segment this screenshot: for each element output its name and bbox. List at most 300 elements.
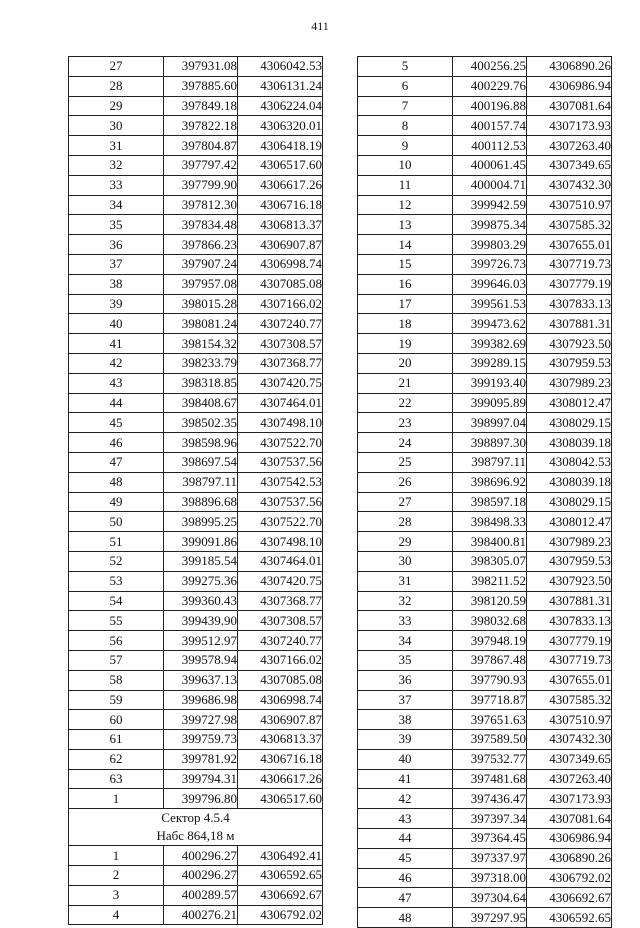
y-coordinate: 4307432.30 (527, 730, 612, 750)
x-coordinate: 397297.95 (453, 908, 527, 928)
point-number: 2 (69, 866, 164, 886)
point-number: 45 (69, 413, 164, 433)
y-coordinate: 4306792.02 (527, 868, 612, 888)
point-number: 46 (358, 868, 453, 888)
y-coordinate: 4306517.60 (238, 789, 323, 809)
table-row (69, 769, 323, 789)
table-row (69, 433, 323, 453)
table-row (69, 155, 323, 175)
table-row (358, 650, 612, 670)
x-coordinate: 399185.54 (164, 551, 238, 571)
table-row (358, 334, 612, 354)
y-coordinate: 4308042.53 (527, 452, 612, 472)
y-coordinate: 4307349.65 (527, 749, 612, 769)
point-number: 37 (69, 254, 164, 274)
point-number: 19 (358, 334, 453, 354)
x-coordinate: 398154.32 (164, 334, 238, 354)
y-coordinate: 4306716.18 (238, 749, 323, 769)
table-row (69, 136, 323, 156)
point-number: 3 (69, 885, 164, 905)
x-coordinate: 398233.79 (164, 353, 238, 373)
point-number: 7 (358, 96, 453, 116)
x-coordinate: 399578.94 (164, 650, 238, 670)
y-coordinate: 4307263.40 (527, 769, 612, 789)
y-coordinate: 4308012.47 (527, 512, 612, 532)
point-number: 35 (69, 215, 164, 235)
table-row (69, 175, 323, 195)
point-number: 36 (69, 235, 164, 255)
x-coordinate: 400296.27 (164, 866, 238, 886)
point-number: 41 (358, 769, 453, 789)
table-row (69, 512, 323, 532)
table-row (358, 908, 612, 928)
x-coordinate: 397318.00 (453, 868, 527, 888)
y-coordinate: 4307585.32 (527, 690, 612, 710)
x-coordinate: 397364.45 (453, 829, 527, 849)
point-number: 31 (69, 136, 164, 156)
y-coordinate: 4306042.53 (238, 57, 323, 77)
x-coordinate: 397589.50 (453, 730, 527, 750)
y-coordinate: 4307537.56 (238, 452, 323, 472)
x-coordinate: 399091.86 (164, 532, 238, 552)
point-number: 63 (69, 769, 164, 789)
x-coordinate: 400256.25 (453, 57, 527, 77)
x-coordinate: 397651.63 (453, 710, 527, 730)
y-coordinate: 4307719.73 (527, 254, 612, 274)
point-number: 40 (358, 749, 453, 769)
x-coordinate: 400289.57 (164, 885, 238, 905)
y-coordinate: 4307779.19 (527, 274, 612, 294)
table-row (358, 631, 612, 651)
x-coordinate: 399686.98 (164, 690, 238, 710)
x-coordinate: 398015.28 (164, 294, 238, 314)
table-row (358, 492, 612, 512)
table-row (69, 314, 323, 334)
y-coordinate: 4306224.04 (238, 96, 323, 116)
y-coordinate: 4307510.97 (527, 710, 612, 730)
table-row (358, 452, 612, 472)
sector-area: Набс 864,18 м (156, 828, 235, 844)
table-row (69, 334, 323, 354)
x-coordinate: 398081.24 (164, 314, 238, 334)
table-row (69, 452, 323, 472)
x-coordinate: 397532.77 (453, 749, 527, 769)
y-coordinate: 4307522.70 (238, 512, 323, 532)
table-row (69, 373, 323, 393)
table-row (358, 294, 612, 314)
y-coordinate: 4307498.10 (238, 413, 323, 433)
table-row (358, 116, 612, 136)
x-coordinate: 398502.35 (164, 413, 238, 433)
point-number: 24 (358, 433, 453, 453)
point-number: 22 (358, 393, 453, 413)
table-row (358, 848, 612, 868)
y-coordinate: 4306517.60 (238, 155, 323, 175)
y-coordinate: 4306320.01 (238, 116, 323, 136)
table-row (358, 195, 612, 215)
table-row (358, 433, 612, 453)
y-coordinate: 4307522.70 (238, 433, 323, 453)
table-row (69, 413, 323, 433)
table-row (69, 116, 323, 136)
y-coordinate: 4307173.93 (527, 116, 612, 136)
table-row (69, 96, 323, 116)
x-coordinate: 397481.68 (453, 769, 527, 789)
table-row (358, 175, 612, 195)
point-number: 30 (358, 551, 453, 571)
table-row (69, 690, 323, 710)
point-number: 27 (69, 57, 164, 77)
x-coordinate: 397867.48 (453, 650, 527, 670)
point-number: 17 (358, 294, 453, 314)
point-number: 38 (358, 710, 453, 730)
point-number: 42 (358, 789, 453, 809)
x-coordinate: 397790.93 (453, 670, 527, 690)
table-row (358, 373, 612, 393)
x-coordinate: 399473.62 (453, 314, 527, 334)
point-number: 9 (358, 136, 453, 156)
y-coordinate: 4307655.01 (527, 670, 612, 690)
point-number: 57 (69, 650, 164, 670)
table-row (358, 413, 612, 433)
x-coordinate: 399794.31 (164, 769, 238, 789)
x-coordinate: 398995.25 (164, 512, 238, 532)
point-number: 46 (69, 433, 164, 453)
x-coordinate: 399289.15 (453, 353, 527, 373)
point-number: 12 (358, 195, 453, 215)
table-row (358, 353, 612, 373)
table-row (358, 136, 612, 156)
y-coordinate: 4307923.50 (527, 571, 612, 591)
y-coordinate: 4306592.65 (238, 866, 323, 886)
y-coordinate: 4307655.01 (527, 235, 612, 255)
point-number: 10 (358, 155, 453, 175)
y-coordinate: 4306813.37 (238, 215, 323, 235)
table-row (358, 829, 612, 849)
x-coordinate: 398697.54 (164, 452, 238, 472)
x-coordinate: 397304.64 (453, 888, 527, 908)
table-row (69, 76, 323, 96)
table-row (69, 393, 323, 413)
x-coordinate: 400229.76 (453, 76, 527, 96)
y-coordinate: 4307881.31 (527, 591, 612, 611)
x-coordinate: 398897.30 (453, 433, 527, 453)
y-coordinate: 4307989.23 (527, 532, 612, 552)
point-number: 21 (358, 373, 453, 393)
y-coordinate: 4307542.53 (238, 472, 323, 492)
point-number: 47 (69, 452, 164, 472)
table-row (358, 472, 612, 492)
table-row (358, 155, 612, 175)
x-coordinate: 399637.13 (164, 670, 238, 690)
table-row (69, 532, 323, 552)
table-row (358, 254, 612, 274)
table-row (69, 670, 323, 690)
x-coordinate: 397957.08 (164, 274, 238, 294)
table-row (69, 749, 323, 769)
table-row (358, 690, 612, 710)
table-row (69, 235, 323, 255)
point-number: 15 (358, 254, 453, 274)
point-number: 16 (358, 274, 453, 294)
table-row (358, 670, 612, 690)
x-coordinate: 398997.04 (453, 413, 527, 433)
table-row (358, 809, 612, 829)
x-coordinate: 400157.74 (453, 116, 527, 136)
point-number: 11 (358, 175, 453, 195)
y-coordinate: 4307308.57 (238, 611, 323, 631)
table-row (358, 591, 612, 611)
x-coordinate: 399193.40 (453, 373, 527, 393)
y-coordinate: 4307959.53 (527, 551, 612, 571)
y-coordinate: 4306813.37 (238, 730, 323, 750)
point-number: 26 (358, 472, 453, 492)
point-number: 8 (358, 116, 453, 136)
y-coordinate: 4306998.74 (238, 690, 323, 710)
x-coordinate: 397797.42 (164, 155, 238, 175)
y-coordinate: 4307881.31 (527, 314, 612, 334)
y-coordinate: 4306986.94 (527, 829, 612, 849)
table-row (358, 769, 612, 789)
table-row (69, 215, 323, 235)
point-number: 36 (358, 670, 453, 690)
y-coordinate: 4306986.94 (527, 76, 612, 96)
point-number: 14 (358, 235, 453, 255)
y-coordinate: 4307240.77 (238, 631, 323, 651)
table-row (358, 274, 612, 294)
y-coordinate: 4307166.02 (238, 294, 323, 314)
y-coordinate: 4306890.26 (527, 848, 612, 868)
point-number: 28 (358, 512, 453, 532)
point-number: 32 (358, 591, 453, 611)
point-number: 34 (69, 195, 164, 215)
table-row (358, 512, 612, 532)
table-row (69, 730, 323, 750)
table-row (358, 57, 612, 77)
x-coordinate: 399781.92 (164, 749, 238, 769)
y-coordinate: 4308039.18 (527, 433, 612, 453)
x-coordinate: 397948.19 (453, 631, 527, 651)
y-coordinate: 4307349.65 (527, 155, 612, 175)
table-row (358, 749, 612, 769)
table-row (358, 235, 612, 255)
y-coordinate: 4308012.47 (527, 393, 612, 413)
point-number: 27 (358, 492, 453, 512)
point-number: 49 (69, 492, 164, 512)
point-number: 60 (69, 710, 164, 730)
point-number: 25 (358, 452, 453, 472)
x-coordinate: 398498.33 (453, 512, 527, 532)
sector-header (69, 809, 323, 846)
point-number: 33 (69, 175, 164, 195)
point-number: 44 (69, 393, 164, 413)
table-row (358, 611, 612, 631)
point-number: 48 (69, 472, 164, 492)
x-coordinate: 397931.08 (164, 57, 238, 77)
table-row (358, 571, 612, 591)
x-coordinate: 399942.59 (453, 195, 527, 215)
coordinates-table-left (68, 56, 323, 925)
point-number: 4 (69, 905, 164, 925)
table-row (358, 314, 612, 334)
x-coordinate: 397885.60 (164, 76, 238, 96)
table-row (358, 730, 612, 750)
table-row (69, 294, 323, 314)
x-coordinate: 400296.27 (164, 846, 238, 866)
table-row (69, 571, 323, 591)
table-row (358, 96, 612, 116)
point-number: 34 (358, 631, 453, 651)
y-coordinate: 4307173.93 (527, 789, 612, 809)
table-row (358, 393, 612, 413)
point-number: 56 (69, 631, 164, 651)
table-row (358, 215, 612, 235)
y-coordinate: 4308029.15 (527, 413, 612, 433)
point-number: 32 (69, 155, 164, 175)
y-coordinate: 4307923.50 (527, 334, 612, 354)
point-number: 30 (69, 116, 164, 136)
point-number: 1 (69, 846, 164, 866)
x-coordinate: 399382.69 (453, 334, 527, 354)
page-number: 411 (311, 19, 329, 33)
table-row (69, 905, 323, 925)
table-row (358, 551, 612, 571)
x-coordinate: 399360.43 (164, 591, 238, 611)
table-row (69, 274, 323, 294)
sector-title: Сектор 4.5.4 (161, 810, 230, 826)
x-coordinate: 398896.68 (164, 492, 238, 512)
y-coordinate: 4306792.02 (238, 905, 323, 925)
x-coordinate: 399727.98 (164, 710, 238, 730)
table-row (69, 885, 323, 905)
table-row (358, 868, 612, 888)
y-coordinate: 4307166.02 (238, 650, 323, 670)
y-coordinate: 4307420.75 (238, 571, 323, 591)
y-coordinate: 4307959.53 (527, 353, 612, 373)
y-coordinate: 4306907.87 (238, 710, 323, 730)
point-number: 20 (358, 353, 453, 373)
x-coordinate: 399095.89 (453, 393, 527, 413)
x-coordinate: 397799.90 (164, 175, 238, 195)
x-coordinate: 399275.36 (164, 571, 238, 591)
y-coordinate: 4307833.13 (527, 294, 612, 314)
point-number: 45 (358, 848, 453, 868)
x-coordinate: 399796.80 (164, 789, 238, 809)
point-number: 5 (358, 57, 453, 77)
point-number: 6 (358, 76, 453, 96)
y-coordinate: 4307368.77 (238, 591, 323, 611)
x-coordinate: 399439.90 (164, 611, 238, 631)
table-row (69, 353, 323, 373)
y-coordinate: 4307585.32 (527, 215, 612, 235)
y-coordinate: 4307833.13 (527, 611, 612, 631)
x-coordinate: 399759.73 (164, 730, 238, 750)
x-coordinate: 397804.87 (164, 136, 238, 156)
point-number: 62 (69, 749, 164, 769)
y-coordinate: 4307240.77 (238, 314, 323, 334)
y-coordinate: 4307081.64 (527, 809, 612, 829)
point-number: 31 (358, 571, 453, 591)
y-coordinate: 4307779.19 (527, 631, 612, 651)
y-coordinate: 4307085.08 (238, 274, 323, 294)
x-coordinate: 398400.81 (453, 532, 527, 552)
y-coordinate: 4306692.67 (238, 885, 323, 905)
table-row (358, 789, 612, 809)
table-row (69, 846, 323, 866)
y-coordinate: 4308029.15 (527, 492, 612, 512)
table-row (69, 254, 323, 274)
y-coordinate: 4308039.18 (527, 472, 612, 492)
y-coordinate: 4306716.18 (238, 195, 323, 215)
point-number: 33 (358, 611, 453, 631)
point-number: 35 (358, 650, 453, 670)
x-coordinate: 398305.07 (453, 551, 527, 571)
point-number: 41 (69, 334, 164, 354)
x-coordinate: 398797.11 (453, 452, 527, 472)
x-coordinate: 397337.97 (453, 848, 527, 868)
y-coordinate: 4307432.30 (527, 175, 612, 195)
x-coordinate: 397834.48 (164, 215, 238, 235)
x-coordinate: 397718.87 (453, 690, 527, 710)
x-coordinate: 399803.29 (453, 235, 527, 255)
table-row (358, 710, 612, 730)
y-coordinate: 4306492.41 (238, 846, 323, 866)
y-coordinate: 4306692.67 (527, 888, 612, 908)
y-coordinate: 4307498.10 (238, 532, 323, 552)
y-coordinate: 4307085.08 (238, 670, 323, 690)
y-coordinate: 4307263.40 (527, 136, 612, 156)
point-number: 18 (358, 314, 453, 334)
point-number: 50 (69, 512, 164, 532)
point-number: 38 (69, 274, 164, 294)
x-coordinate: 398597.18 (453, 492, 527, 512)
sector-header-row (69, 809, 323, 846)
point-number: 13 (358, 215, 453, 235)
point-number: 59 (69, 690, 164, 710)
x-coordinate: 398032.68 (453, 611, 527, 631)
point-number: 39 (358, 730, 453, 750)
x-coordinate: 397866.23 (164, 235, 238, 255)
x-coordinate: 397849.18 (164, 96, 238, 116)
x-coordinate: 400276.21 (164, 905, 238, 925)
point-number: 29 (358, 532, 453, 552)
y-coordinate: 4307537.56 (238, 492, 323, 512)
table-row (69, 650, 323, 670)
x-coordinate: 398211.52 (453, 571, 527, 591)
point-number: 51 (69, 532, 164, 552)
point-number: 52 (69, 551, 164, 571)
y-coordinate: 4307368.77 (238, 353, 323, 373)
x-coordinate: 397907.24 (164, 254, 238, 274)
table-row (69, 492, 323, 512)
y-coordinate: 4307420.75 (238, 373, 323, 393)
x-coordinate: 399512.97 (164, 631, 238, 651)
x-coordinate: 397812.30 (164, 195, 238, 215)
x-coordinate: 399875.34 (453, 215, 527, 235)
y-coordinate: 4307719.73 (527, 650, 612, 670)
x-coordinate: 400004.71 (453, 175, 527, 195)
x-coordinate: 398598.96 (164, 433, 238, 453)
x-coordinate: 397397.34 (453, 809, 527, 829)
point-number: 61 (69, 730, 164, 750)
y-coordinate: 4306418.19 (238, 136, 323, 156)
y-coordinate: 4307510.97 (527, 195, 612, 215)
y-coordinate: 4307464.01 (238, 551, 323, 571)
y-coordinate: 4306998.74 (238, 254, 323, 274)
x-coordinate: 398408.67 (164, 393, 238, 413)
point-number: 53 (69, 571, 164, 591)
x-coordinate: 398797.11 (164, 472, 238, 492)
